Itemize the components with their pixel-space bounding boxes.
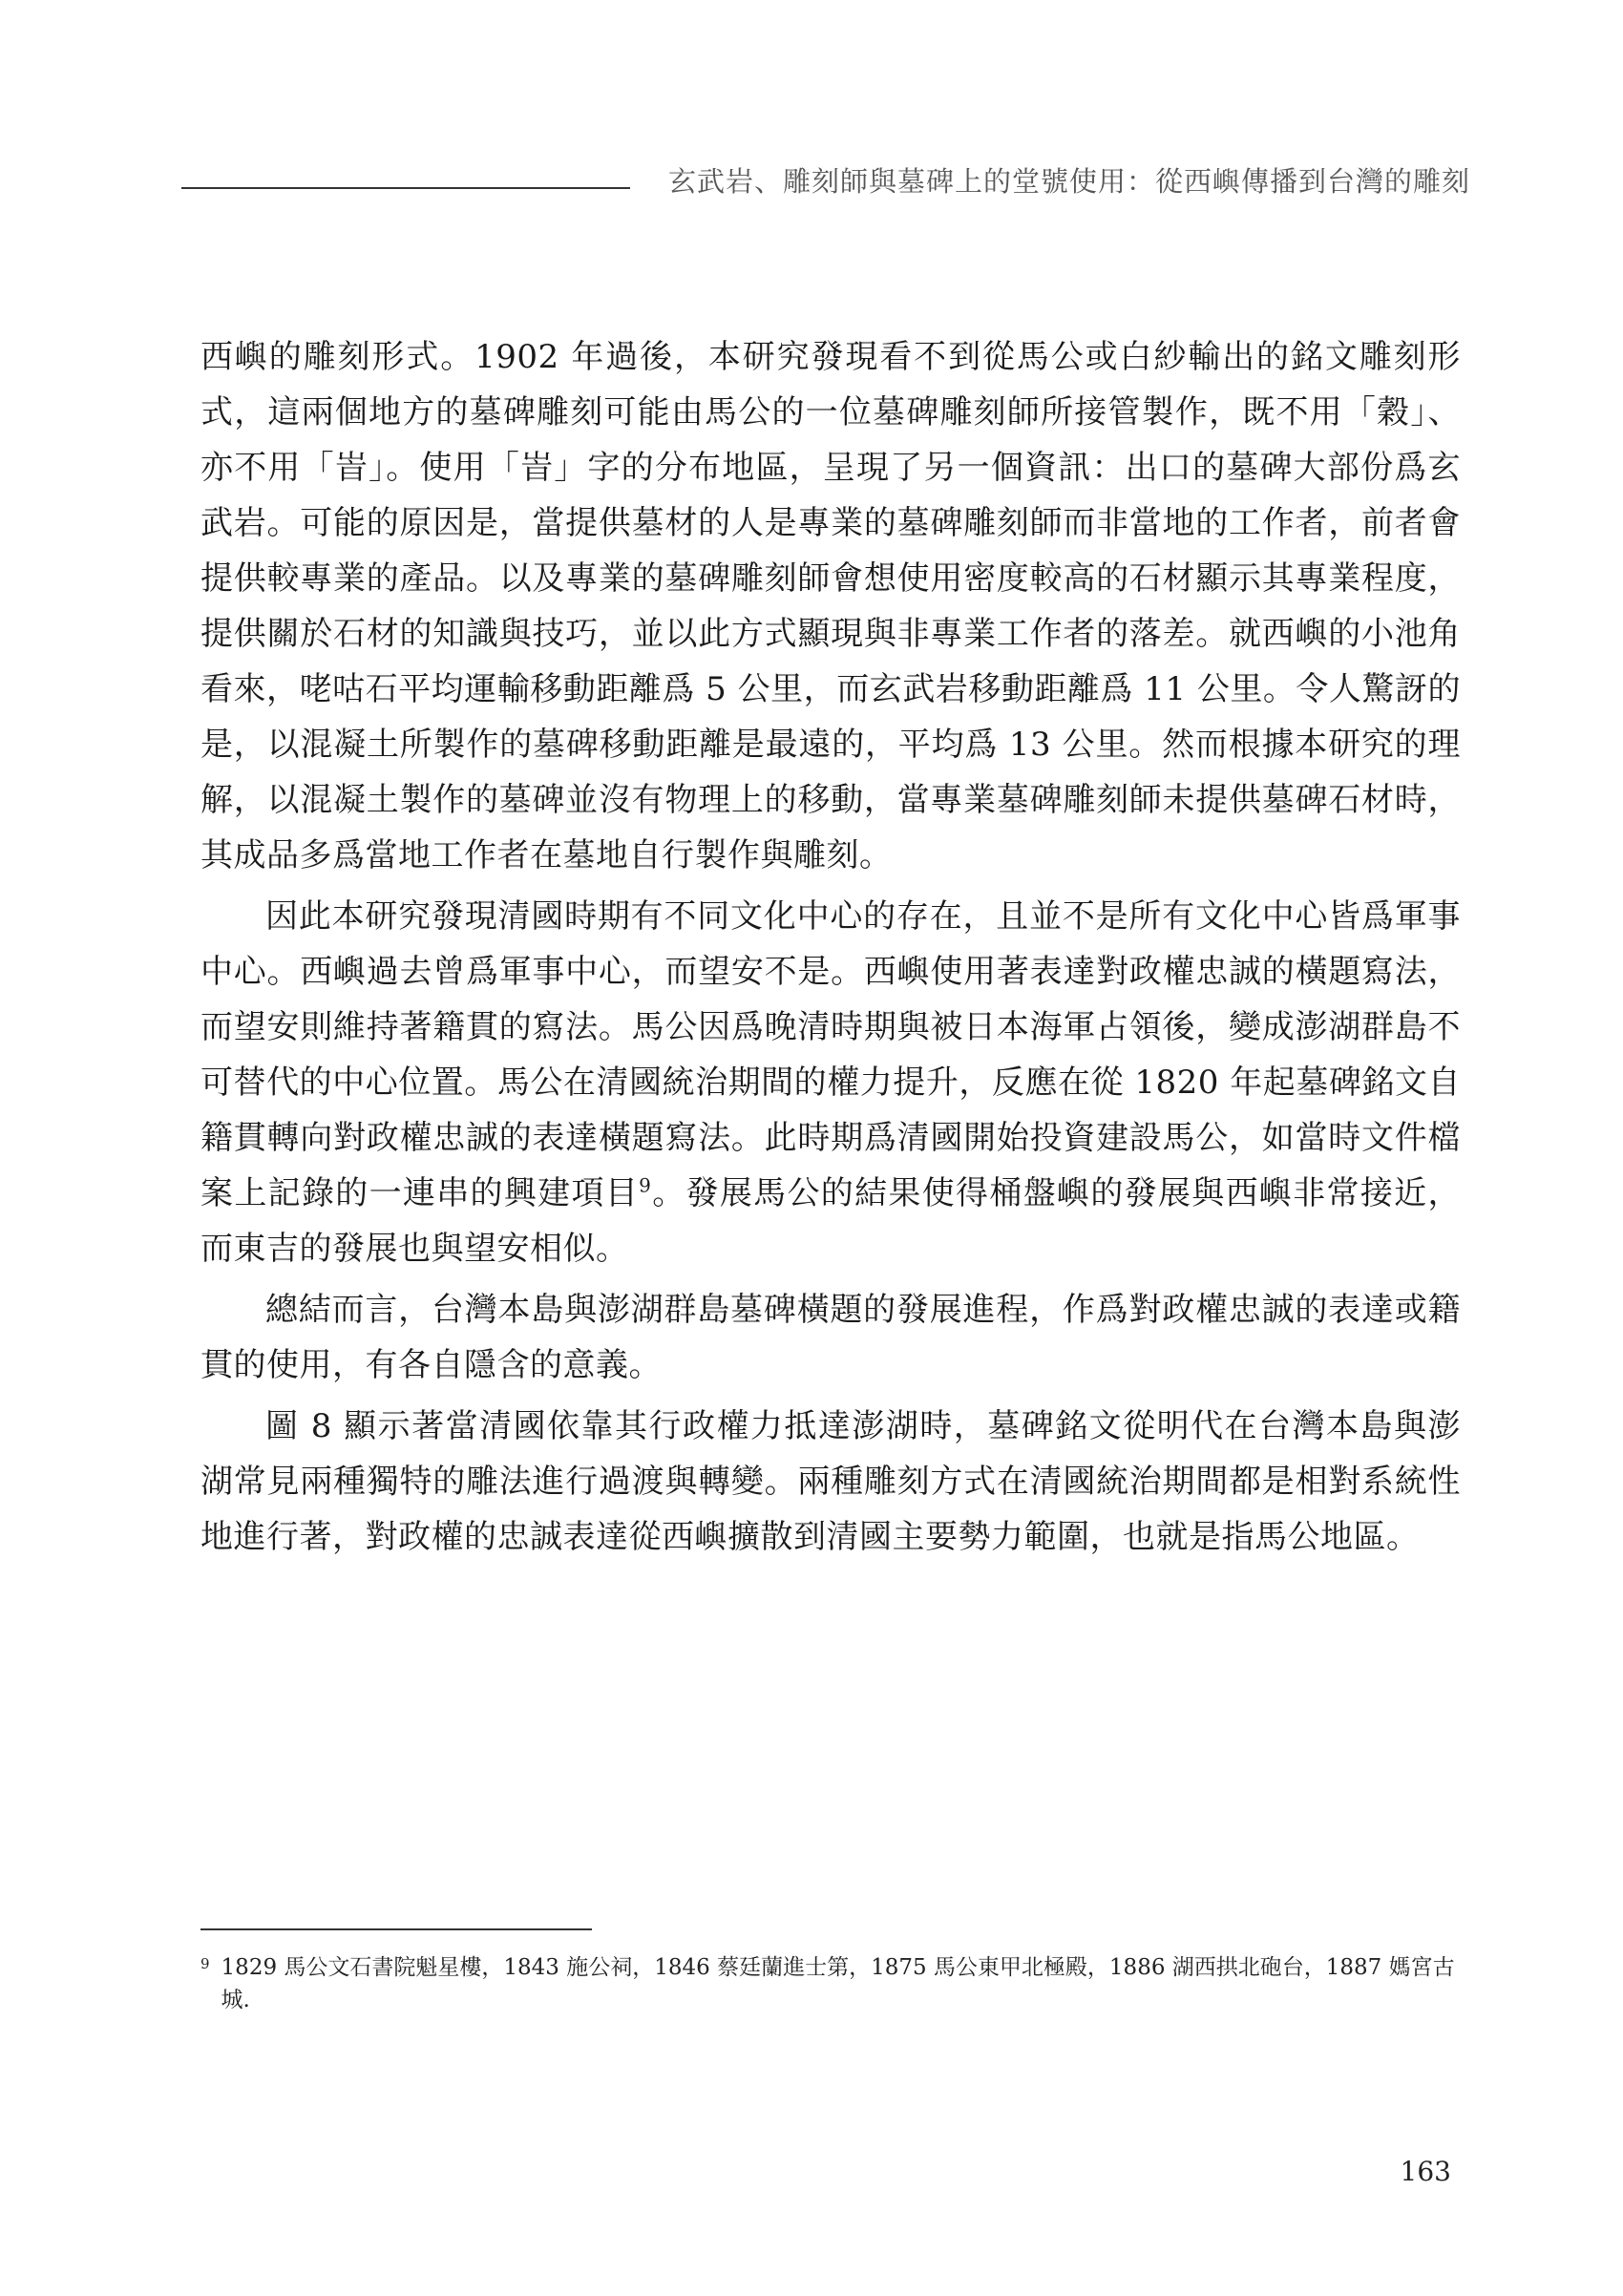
footnote-area [200,1928,1461,2016]
header-rule [181,187,630,189]
body-text [200,329,1461,1565]
footnote-rule [200,1928,592,1930]
footnote-9 [200,1951,1461,2016]
footnote-text: 1829 馬公文石書院魁星樓，1843 施公祠，1846 蔡廷蘭進士第，1875 馬公東甲北極殿，1886 湖西拱北砲台，1887 媽宮古城. [221,1955,1455,2012]
paragraph-2-text: 因此本研究發現清國時期有不同文化中心的存在，且並不是所有文化中心皆爲軍事中心。西嶼過去曾爲軍事中心，而望安不是。西嶼使用著表達對政權忠誠的橫題寫法，而望安則維持著籍貫的寫法。馬公因爲晚清時期與被日本海軍占領後，變成澎湖群島不可替代的中心位置。馬公在清國統治期間的權力提升，反應在從 1820 年起墓碑銘文自籍貫轉向對政權忠誠的表達橫題寫法。此時期爲清國開始投資建設馬公，如當時文件檔案上記錄的一連串的興建項目 [200,897,1461,1212]
paragraph-1: 西嶼的雕刻形式。1902 年過後，本研究發現看不到從馬公或白紗輸出的銘文雕刻形式，這兩個地方的墓碑雕刻可能由馬公的一位墓碑雕刻師所接管製作，既不用「穀」、亦不用「峕」。使用「峕」字的分布地區，呈現了另一個資訊：出口的墓碑大部份爲玄武岩。可能的原因是，當提供墓材的人是專業的墓碑雕刻師而非當地的工作者，前者會提供較專業的產品。以及專業的墓碑雕刻師會想使用密度較高的石材顯示其專業程度，提供關於石材的知識與技巧，並以此方式顯現與非專業工作者的落差。就西嶼的小池角看來，咾咕石平均運輸移動距離爲 5 公里，而玄武岩移動距離爲 11 公里。令人驚訝的是，以混凝土所製作的墓碑移動距離是最遠的，平均爲 13 公里。然而根據本研究的理解，以混凝土製作的墓碑並沒有物理上的移動，當專業墓碑雕刻師未提供墓碑石材時，其成品多爲當地工作者在墓地自行製作與雕刻。 [200,338,1461,874]
page-number: 163 [1400,2156,1451,2187]
running-header [181,160,1470,199]
running-header-title: 玄武岩、雕刻師與墓碑上的堂號使用：從西嶼傳播到台灣的雕刻 [667,165,1470,198]
footnote-number: 9 [200,1955,210,1972]
paragraph-3: 總結而言，台灣本島與澎湖群島墓碑橫題的發展進程，作爲對政權忠誠的表達或籍貫的使用，有各自隱含的意義。 [200,1291,1461,1384]
paragraph-2-text-continued: 。發展馬公的結果使得桶盤嶼的發展與西嶼非常接近，而東吉的發展也與望安相似。 [200,1174,1462,1268]
footnote-reference[interactable]: 9 [639,1173,652,1197]
paragraph-4: 圖 8 顯示著當清國依靠其行政權力抵達澎湖時，墓碑銘文從明代在台灣本島與澎湖常見兩種獨特的雕法進行過渡與轉變。兩種雕刻方式在清國統治期間都是相對系統性地進行著，對政權的忠誠表達從西嶼擴散到清國主要勢力範圍，也就是指馬公地區。 [200,1407,1461,1556]
paragraph-2 [200,889,1461,1276]
